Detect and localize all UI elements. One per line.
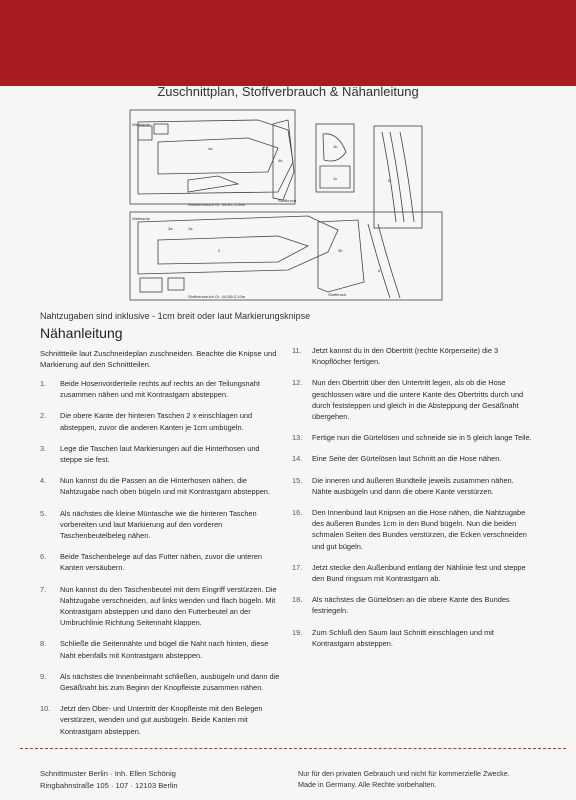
piece-number: 1b [333,144,338,149]
step-text: Als nächstes die Innenbeinnaht schließen, ausbügeln und dann die Gesäßnaht bis zum Beginn der Knopfleiste zusammen nähen. [60,671,280,693]
step-number: 18. [292,595,303,605]
layout-frame-small [316,124,354,192]
step-text: Fertige nun die Gürtelösen und schneide sie in 5 gleich lange Teile. [312,433,532,443]
step-number: 11. [292,346,302,355]
piece-number: 1c [333,176,338,181]
layout-frame-bottom [130,212,442,300]
step-text: Lege die Taschen laut Markierungen auf die Hinterhosen und steppe sie fest. [60,443,260,465]
step-number: 10. [40,704,51,714]
step-number: 12. [292,378,303,388]
step-number: 4. [40,476,47,486]
piece-number: 6 [378,268,381,273]
step-item [40,584,280,629]
step-text: Die inneren und äußeren Bundteile jeweils zusammen nähen. Nähte ausbügeln und dann die obere Kante verstürzen. [312,475,514,496]
step-text: Eine Seite der Gürtelösen laut Schnitt an die Hose nähen. [312,454,502,464]
layout-label-bottom: Stoffverbrauch Gr. 44-58=2,10m [188,294,246,299]
layout-label-top: Stoffverbrauch Gr. 34-40=1,50m [188,202,246,207]
fold-label: Webkante [132,216,150,221]
step-item [292,562,532,584]
piece-number: 3a [168,226,173,231]
step-text: Jetzt kannst du in den Obertritt (rechte Körperseite) die 3 Knopflöcher fertigen. [312,346,499,367]
step-item [40,703,280,737]
step-text: Schließe die Seitennähte und bügel die Naht nach hinten, diese Naht ebenfalls mit Kontrastgarn absteppen. [60,639,269,660]
step-text: Den Innenbund laut Knipsen an die Hose nähen, die Nahtzugabe des äußeren Bundes 1cm in den Bund bügeln. Nun die beiden schmalen Seiten des Bundes verstürzen, die Ecken verschneiden und gut bügeln. [312,508,527,551]
footer-legal [298,768,538,790]
step-text: Als nächstes die kleine Müntasche wie die hinteren Taschen vorbereiten und laut Markierung auf den vorderen Taschenbeutelbeleg nähen. [60,508,257,541]
step-item [292,507,532,552]
step-text: Nun den Obertritt über den Untertritt legen, als ob die Hose geschlossen wäre und die untere Kante des Obertritts durch und durch feststeppen und gleich in die Absteppung der Gesäßnaht übergehen. [312,378,524,422]
footer-street: Ringbahnstraße 105 · 107 · 12103 Berlin [40,781,178,790]
step-text: Jetzt den Ober- und Untertritt der Knopfleiste mit den Belegen verstürzen, wenden und gut ausbügeln. Beide Kanten mit Kontrastgarn absteppen. [60,704,263,736]
step-number: 8. [40,639,47,649]
step-item [292,627,532,649]
step-item [40,410,280,432]
footer-address [40,768,178,792]
piece-number: 4b [278,158,283,163]
step-number: 16. [292,508,303,518]
footer-company: Schnittmuster Berlin · Inh. Ellen Schönig [40,769,176,778]
step-text: Nun kannst du den Taschenbeutel mit dem Eingriff verstürzen. Die Nahtzugabe verschneiden, auf links wenden und flach bügeln. Mit Kontrastgarn absteppen und dann den Futterbeutel an der Umbruchlinie Richtung Seitennaht klappen. [60,584,277,628]
step-text: Nun kannst du die Passen an die Hinterhosen nähen, die Nahtzugabe nach oben bügeln und mit Kontrastgarn absteppen. [60,476,270,497]
step-item [40,475,280,497]
step-number: 9. [40,671,47,681]
footer-divider [20,748,566,749]
step-item [292,345,532,367]
step-text: Zum Schluß den Saum laut Schnitt einschlagen und mit Kontrastgarn absteppen. [312,627,494,648]
step-number: 14. [292,454,303,464]
step-text: Beide Taschenbelege auf das Futter nähen, zuvor die unteren Kanten versäubern. [60,552,263,573]
step-item [40,378,280,400]
piece-number: 1a [188,226,193,231]
fold-label: Webkante [132,122,150,127]
step-item [292,453,532,464]
piece-number: 3b [338,248,343,253]
step-item [292,475,532,497]
step-number: 2. [40,411,47,421]
step-text: Beide Hosenvorderteile rechts auf rechts an der Teilungsnaht zusammen nähen und mit Kontrastgarn absteppen. [60,379,260,400]
step-item [40,508,280,542]
step-number: 6. [40,552,47,562]
steps-left-column [40,378,280,747]
step-number: 17. [292,562,303,572]
cutting-layout-diagram [128,102,444,302]
step-item [40,671,280,693]
footer-rights: Made in Germany. Alle Rechte vorbehalten. [298,780,437,789]
step-number: 3. [40,443,47,453]
step-item [40,638,280,660]
footer-usage-note: Nur für den privaten Gebrauch und nicht für kommerzielle Zwecke. [298,769,510,778]
piece-number: 5 [388,178,391,183]
intro-text: Schnittteile laut Zuschneideplan zuschneiden. Beachte die Knipse und Markierung auf den Schnittteilen. [40,349,277,369]
step-number: 7. [40,584,47,594]
seam-allowance-note: Nahtzugaben sind inklusive - 1cm breit oder laut Markierungsknipse [40,311,311,321]
fold-label: Stoffbruch [278,198,297,203]
step-text: Jetzt stecke den Außenbund entlang der Nählinie fest und steppe den Bund ringsum mit Kontrastgarn ab. [312,562,526,584]
section-heading: Nähanleitung [40,325,123,341]
page-title: Zuschnittplan, Stoffverbrauch & Nähanleitung [157,84,419,99]
step-number: 13. [292,433,303,443]
fold-label: Stoffbruch [328,292,347,297]
steps-right-column [292,345,532,659]
step-text: Die obere Kante der hinteren Taschen 2 x einschlagen und absteppen, zuvor die anderen Kanten je 1cm umbügeln. [60,411,253,432]
step-number: 19. [292,627,303,637]
step-item [40,551,280,573]
step-text: Als nächstes die Gürtelösen an die obere Kante des Bundes festriegeln. [312,595,510,616]
step-item [40,443,280,465]
step-number: 5. [40,508,47,518]
step-number: 1. [40,379,47,388]
header-banner [0,0,576,86]
step-item [292,432,532,443]
step-number: 15. [292,475,303,485]
piece-number: 4a [208,146,213,151]
step-item [292,594,532,616]
piece-number: 2 [218,248,221,253]
step-item [292,377,532,422]
